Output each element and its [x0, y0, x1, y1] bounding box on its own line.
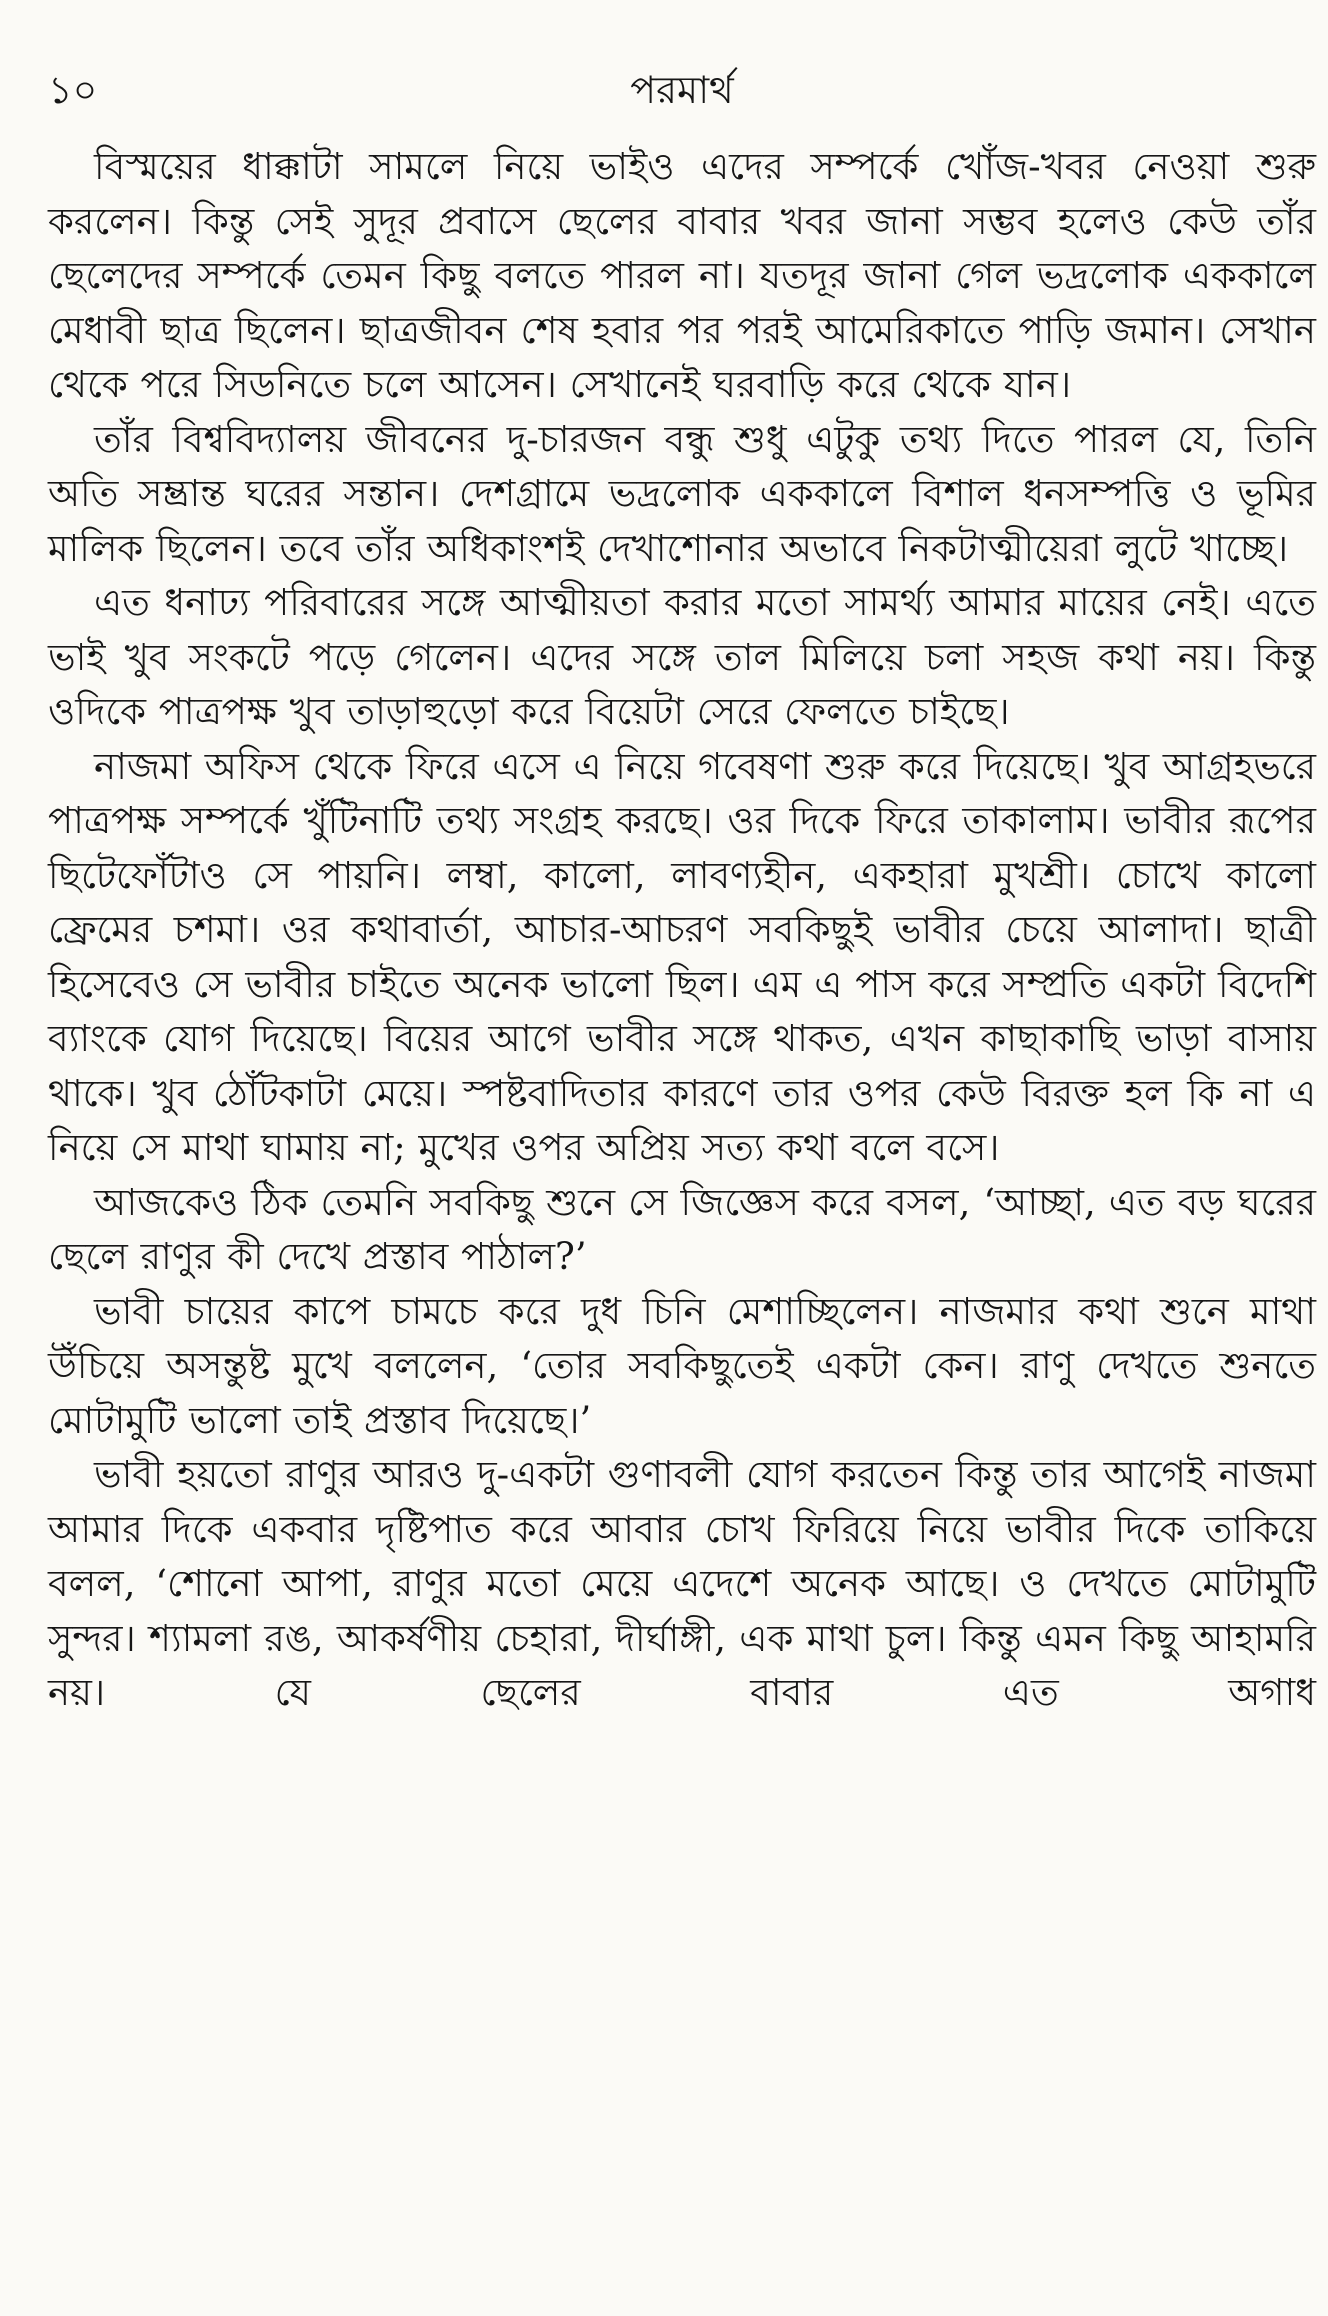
- paragraph-4: নাজমা অফিস থেকে ফিরে এসে এ নিয়ে গবেষণা শুরু করে দিয়েছে। খুব আগ্রহভরে পাত্রপক্ষ সম্পর্কে খুঁটিনাটি তথ্য সংগ্রহ করছে। ওর দিকে ফিরে তাকালাম। ভাবীর রূপের ছিটেফোঁটাও সে পায়নি। লম্বা, কালো, লাবণ্যহীন, একহারা মুখশ্রী। চোখে কালো ফ্রেমের চশমা। ওর কথাবার্তা, আচার-আচরণ সবকিছুই ভাবীর চেয়ে আলাদা। ছাত্রী হিসেবেও সে ভাবীর চাইতে অনেক ভালো ছিল। এম এ পাস করে সম্প্রতি একটা বিদেশি ব্যাংকে যোগ দিয়েছে। বিয়ের আগে ভাবীর সঙ্গে থাকত, এখন কাছাকাছি ভাড়া বাসায় থাকে। খুব ঠোঁটকাটা মেয়ে। স্পষ্টবাদিতার কারণে তার ওপর কেউ বিরক্ত হল কি না এ নিয়ে সে মাথা ঘামায় না; মুখের ওপর অপ্রিয় সত্য কথা বলে বসে।: [48, 744, 1316, 1169]
- running-title: পরমার্থ: [630, 68, 734, 112]
- paragraph-3: এত ধনাঢ্য পরিবারের সঙ্গে আত্মীয়তা করার মতো সামর্থ্য আমার মায়ের নেই। এতে ভাই খুব সংকটে পড়ে গেলেন। এদের সঙ্গে তাল মিলিয়ে চলা সহজ কথা নয়। কিন্তু ওদিকে পাত্রপক্ষ খুব তাড়াহুড়ো করে বিয়েটা সেরে ফেলতে চাইছে।: [48, 581, 1316, 733]
- paragraph-2: তাঁর বিশ্ববিদ্যালয় জীবনের দু-চারজন বন্ধু শুধু এটুকু তথ্য দিতে পারল যে, তিনি অতি সম্ভ্রান্ত ঘরের সন্তান। দেশগ্রামে ভদ্রলোক এককালে বিশাল ধনসম্পত্তি ও ভূমির মালিক ছিলেন। তবে তাঁর অধিকাংশই দেখাশোনার অভাবে নিকটাত্মীয়েরা লুটে খাচ্ছে।: [48, 417, 1316, 570]
- page-header: [48, 60, 1316, 120]
- body-text: [48, 140, 1316, 1721]
- paragraph-5: আজকেও ঠিক তেমনি সবকিছু শুনে সে জিজ্ঞেস করে বসল, ‘আচ্ছা, এত বড় ঘরের ছেলে রাণুর কী দেখে প্রস্তাব পাঠাল?’: [48, 1180, 1316, 1278]
- paragraph-7: ভাবী হয়তো রাণুর আরও দু-একটা গুণাবলী যোগ করতেন কিন্তু তার আগেই নাজমা আমার দিকে একবার দৃষ্টিপাত করে আবার চোখ ফিরিয়ে নিয়ে ভাবীর দিকে তাকিয়ে বলল, ‘শোনো আপা, রাণুর মতো মেয়ে এদেশে অনেক আছে। ও দেখতে মোটামুটি সুন্দর। শ্যামলা রঙ, আকর্ষণীয় চেহারা, দীর্ঘাঙ্গী, এক মাথা চুল। কিন্তু এমন কিছু আহামরি নয়। যে ছেলের বাবার এত অগাধ: [48, 1453, 1316, 1714]
- paragraph-1: বিস্ময়ের ধাক্কাটা সামলে নিয়ে ভাইও এদের সম্পর্কে খোঁজ-খবর নেওয়া শুরু করলেন। কিন্তু সেই সুদূর প্রবাসে ছেলের বাবার খবর জানা সম্ভব হলেও কেউ তাঁর ছেলেদের সম্পর্কে তেমন কিছু বলতে পারল না। যতদূর জানা গেল ভদ্রলোক এককালে মেধাবী ছাত্র ছিলেন। ছাত্রজীবন শেষ হবার পর পরই আমেরিকাতে পাড়ি জমান। সেখান থেকে পরে সিডনিতে চলে আসেন। সেখানেই ঘরবাড়ি করে থেকে যান।: [48, 145, 1317, 406]
- paragraph-6: ভাবী চায়ের কাপে চামচে করে দুধ চিনি মেশাচ্ছিলেন। নাজমার কথা শুনে মাথা উঁচিয়ে অসন্তুষ্ট মুখে বললেন, ‘তোর সবকিছুতেই একটা কেন। রাণু দেখতে শুনতে মোটামুটি ভালো তাই প্রস্তাব দিয়েছে।’: [48, 1289, 1316, 1442]
- page-number: ১০: [48, 68, 98, 112]
